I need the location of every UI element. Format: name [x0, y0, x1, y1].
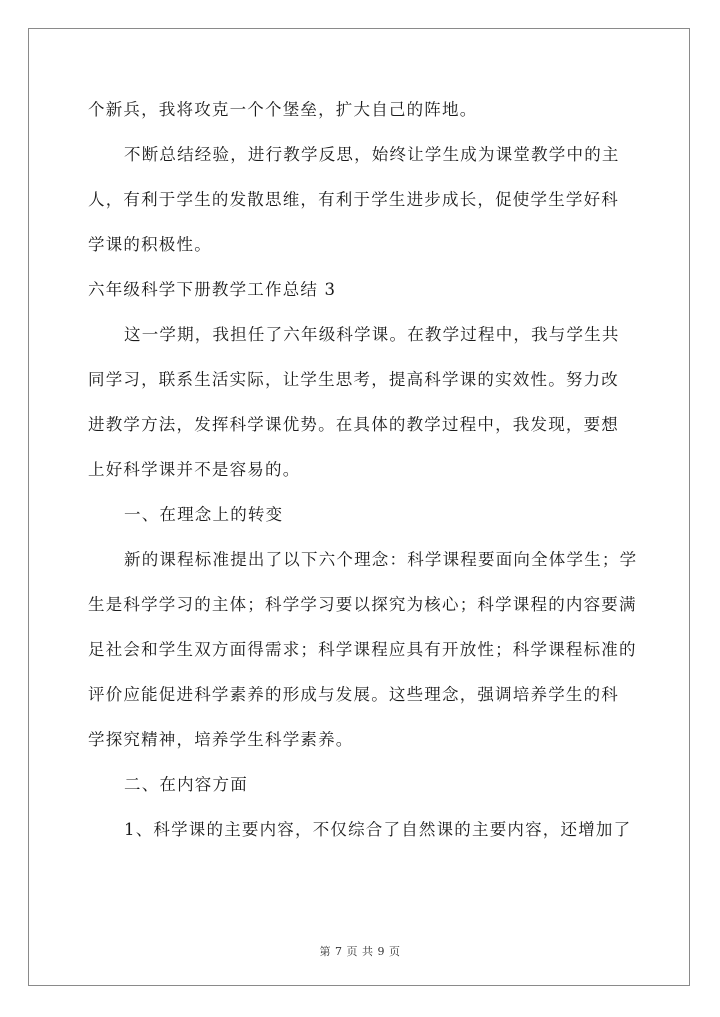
text-line: 学课的积极性。: [88, 235, 212, 254]
text-line: 1、科学课的主要内容，不仅综合了自然课的主要内容，还增加了: [124, 820, 632, 839]
text-line: 这一学期，我担任了六年级科学课。在教学过程中，我与学生共: [124, 325, 620, 344]
subheading: 二、在内容方面: [124, 775, 248, 794]
text-line: 评价应能促进科学素养的形成与发展。这些理念，强调培养学生的科: [88, 685, 619, 704]
page-number-footer: 第 7 页 共 9 页: [319, 945, 401, 958]
text-line: 人，有利于学生的发散思维，有利于学生进步成长，促使学生学好科: [88, 190, 619, 209]
text-line: 不断总结经验，进行教学反思，始终让学生成为课堂教学中的主: [124, 145, 620, 164]
text-line: 新的课程标准提出了以下六个理念：科学课程要面向全体学生；学: [124, 550, 638, 569]
text-line: 生是科学学习的主体；科学学习要以探究为核心；科学课程的内容要满: [88, 595, 637, 614]
subheading: 一、在理念上的转变: [124, 505, 284, 524]
text-line: 上好科学课并不是容易的。: [88, 460, 301, 479]
text-line: 学探究精神，培养学生科学素养。: [88, 730, 354, 749]
text-line: 进教学方法，发挥科学课优势。在具体的教学过程中，我发现，要想: [88, 415, 619, 434]
section-heading: 六年级科学下册教学工作总结 3: [88, 280, 337, 299]
text-line: 个新兵，我将攻克一个个堡垒，扩大自己的阵地。: [88, 100, 478, 119]
text-line: 足社会和学生双方面得需求；科学课程应具有开放性；科学课程标准的: [88, 640, 637, 659]
text-line: 同学习，联系生活实际，让学生思考，提高科学课的实效性。努力改: [88, 370, 619, 389]
